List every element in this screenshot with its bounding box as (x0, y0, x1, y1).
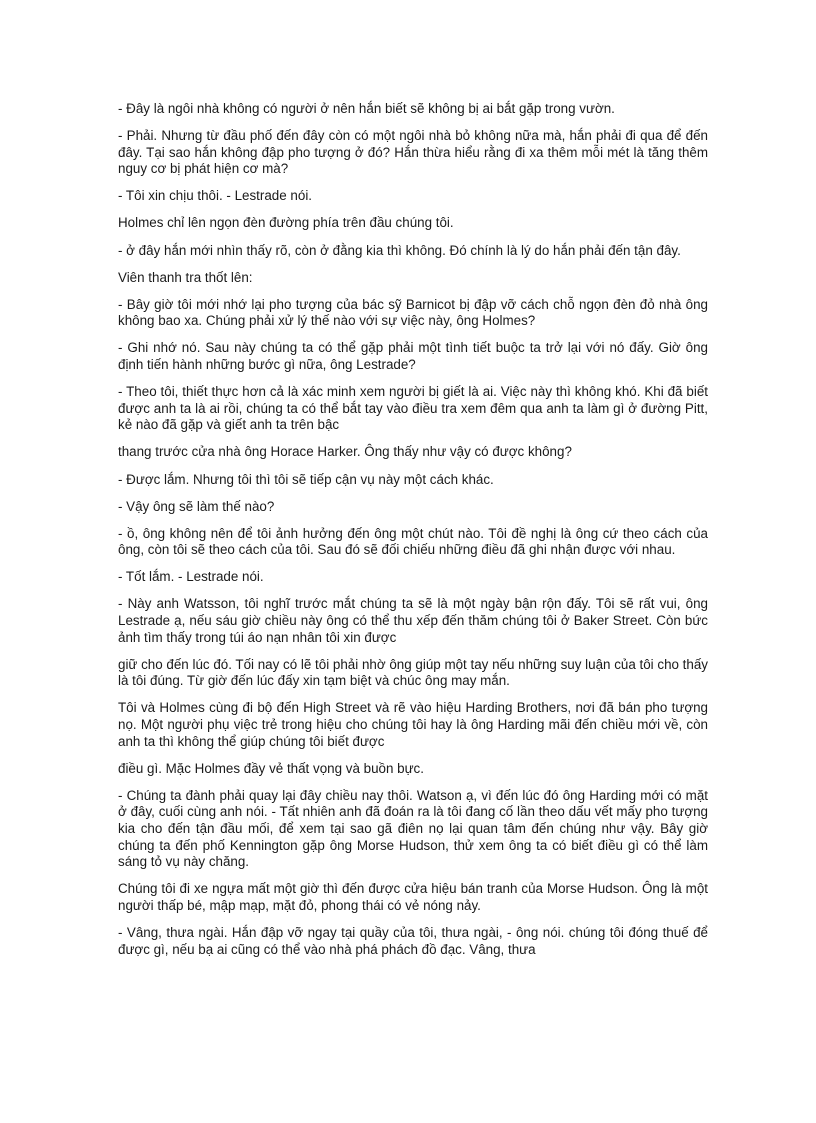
paragraph-3: - Tôi xin chịu thôi. - Lestrade nói. (118, 188, 313, 204)
paragraph-16: giữ cho đến lúc đó. Tối nay có lẽ tôi phải nhờ ông giúp một tay nếu những suy luận của tôi cho thấy là tôi đúng. Từ giờ đến lúc đấy xin tạm biệt và chúc ông may mắn. (118, 656, 708, 689)
paragraph-9: - Theo tôi, thiết thực hơn cả là xác minh xem người bị giết là ai. Việc này thì không khó. Khi đã biết được anh ta là ai rồi, chúng ta có thể bắt tay vào điều tra xem đêm qua anh ta làm gì ở đường Pitt, kẻ nào đã gặp và giết anh ta trên bậc (118, 384, 708, 433)
document-page (118, 101, 708, 969)
paragraph-17: Tôi và Holmes cùng đi bộ đến High Street và rẽ vào hiệu Harding Brothers, nơi đã bán pho tượng nọ. Một người phụ việc trẻ trong hiệu cho chúng tôi hay là ông Harding mãi đến chiều mới về, còn anh ta thì không thể giúp chúng tôi biết được (118, 700, 708, 749)
paragraph-20: Chúng tôi đi xe ngựa mất một giờ thì đến được cửa hiệu bán tranh của Morse Hudson. Ông là một người thấp bé, mập mạp, mặt đỏ, phong thái có vẻ nóng nảy. (118, 881, 708, 913)
paragraph-12: - Vậy ông sẽ làm thế nào? (118, 498, 275, 514)
paragraph-5: - ở đây hắn mới nhìn thấy rõ, còn ở đằng kia thì không. Đó chính là lý do hắn phải đến tận đây. (118, 242, 681, 258)
paragraph-18: điều gì. Mặc Holmes đầy vẻ thất vọng và buồn bực. (118, 760, 424, 776)
paragraph-14: - Tốt lắm. - Lestrade nói. (118, 569, 264, 585)
paragraph-13: - ồ, ông không nên để tôi ảnh hưởng đến ông một chút nào. Tôi đề nghị là ông cứ theo cách của ông, còn tôi sẽ theo cách của tôi. Sau đó sẽ đối chiếu những điều đã ghi nhận được với nhau. (118, 525, 708, 558)
paragraph-15: - Này anh Watsson, tôi nghĩ trước mắt chúng ta sẽ là một ngày bận rộn đấy. Tôi sẽ rất vui, ông Lestrade ạ, nếu sáu giờ chiều này ông có thể thu xếp đến thăm chúng tôi ở Baker Street. Còn bức ảnh tìm thấy trong túi áo nạn nhân tôi xin được (118, 596, 708, 645)
paragraph-10: thang trước cửa nhà ông Horace Harker. Ông thấy như vậy có được không? (118, 444, 572, 460)
paragraph-19: - Chúng ta đành phải quay lại đây chiều nay thôi. Watson ạ, vì đến lúc đó ông Harding mới có mặt ở đây, cuối cùng anh nói. - Tất nhiên anh đã đoán ra là tôi đang cố lần theo dấu vết mấy pho tượng kia cho đến tận đầu mối, để xem tại sao gã điên nọ lại quan tâm đến chúng như vậy. Bây giờ chúng ta đến phố Kennington gặp ông Morse Hudson, thử xem ông ta có biết điều gì có thể làm sáng tỏ vụ này chăng. (118, 787, 708, 870)
paragraph-8: - Ghi nhớ nó. Sau này chúng ta có thể gặp phải một tình tiết buộc ta trở lại với nó đấy. Giờ ông định tiến hành những bước gì nữa, ông Lestrade? (118, 340, 708, 373)
paragraph-21: - Vâng, thưa ngài. Hắn đập vỡ ngay tại quầy của tôi, thưa ngài, - ông nói. chúng tôi đóng thuế để được gì, nếu bạ ai cũng có thể vào nhà phá phách đồ đạc. Vâng, thưa (118, 924, 708, 957)
paragraph-7: - Bây giờ tôi mới nhớ lại pho tượng của bác sỹ Barnicot bị đập vỡ cách chỗ ngọn đèn đỏ nhà ông không bao xa. Chúng phải xử lý thế nào với sự việc này, ông Holmes? (118, 296, 708, 329)
paragraph-11: - Được lắm. Nhưng tôi thì tôi sẽ tiếp cận vụ này một cách khác. (118, 471, 494, 487)
paragraph-6: Viên thanh tra thốt lên: (118, 269, 253, 285)
paragraph-2: - Phải. Nhưng từ đầu phố đến đây còn có một ngôi nhà bỏ không nữa mà, hắn phải đi qua để đến đây. Tại sao hắn không đập pho tượng ở đó? Hắn thừa hiểu rằng đi xa thêm mỗi mét là tăng thêm nguy cơ bị phát hiện cơ mà? (118, 128, 708, 177)
paragraph-1: - Đây là ngôi nhà không có người ở nên hắn biết sẽ không bị ai bắt gặp trong vườn. (118, 101, 615, 116)
paragraph-4: Holmes chỉ lên ngọn đèn đường phía trên đầu chúng tôi. (118, 215, 454, 231)
